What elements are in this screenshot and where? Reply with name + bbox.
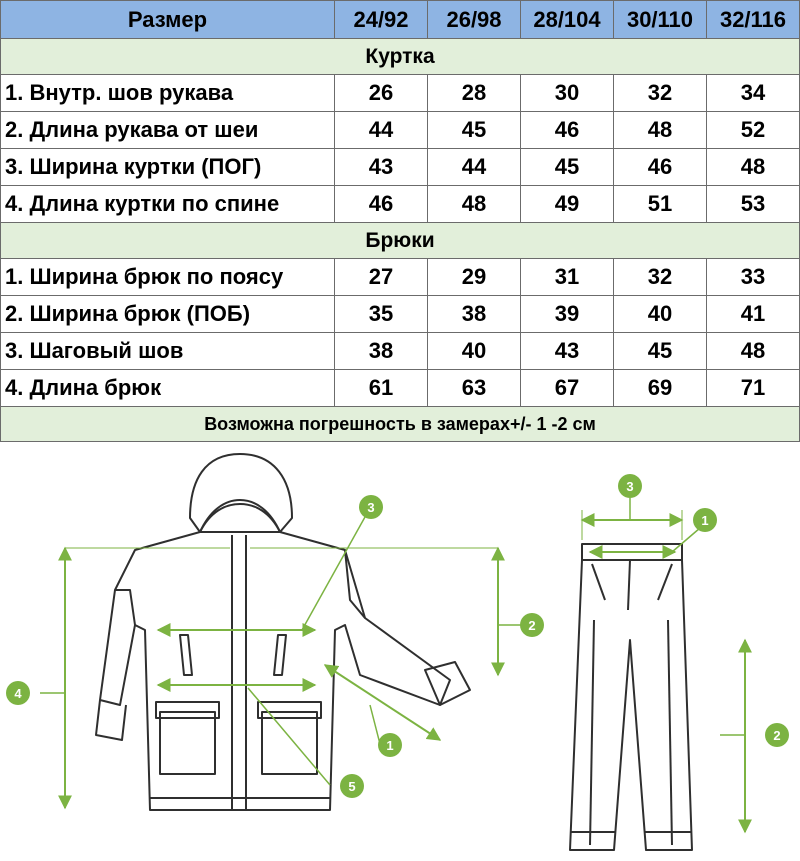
row-value: 38 <box>428 296 521 333</box>
row-value: 53 <box>707 186 800 223</box>
table-row <box>1 370 800 407</box>
jacket-marker-3 <box>359 495 383 519</box>
row-value: 35 <box>335 296 428 333</box>
row-label: 4. Длина куртки по спине <box>1 186 335 223</box>
section-title-jacket: Куртка <box>1 39 800 75</box>
row-value: 31 <box>521 259 614 296</box>
header-size-label: Размер <box>1 1 335 39</box>
header-size-5: 32/116 <box>707 1 800 39</box>
pants-measure-lines <box>582 498 745 832</box>
row-value: 40 <box>614 296 707 333</box>
row-value: 71 <box>707 370 800 407</box>
table-row <box>1 112 800 149</box>
row-value: 45 <box>428 112 521 149</box>
row-label: 2. Ширина брюк (ПОБ) <box>1 296 335 333</box>
pants-fly <box>628 560 630 610</box>
row-label: 1. Ширина брюк по поясу <box>1 259 335 296</box>
pants-front-pocket-right <box>658 564 672 600</box>
svg-text:2: 2 <box>773 728 781 743</box>
pants-marker-2 <box>765 723 789 747</box>
measurement-note: Возможна погрешность в замерах+/- 1 -2 см <box>1 407 800 442</box>
row-value: 40 <box>428 333 521 370</box>
pants-marker-1 <box>693 508 717 532</box>
jacket-lower-pocket-left <box>160 712 215 774</box>
jacket-hood <box>190 454 292 532</box>
row-value: 33 <box>707 259 800 296</box>
row-value: 39 <box>521 296 614 333</box>
pants-marker-3 <box>618 474 642 498</box>
header-row <box>1 1 800 39</box>
row-value: 48 <box>707 333 800 370</box>
row-value: 28 <box>428 75 521 112</box>
row-value: 43 <box>521 333 614 370</box>
row-value: 46 <box>614 149 707 186</box>
pants-body <box>570 560 692 850</box>
row-label: 4. Длина брюк <box>1 370 335 407</box>
row-value: 26 <box>335 75 428 112</box>
row-value: 52 <box>707 112 800 149</box>
jacket-chest-pocket-left <box>180 635 192 675</box>
table-row <box>1 296 800 333</box>
jacket-marker-1 <box>378 733 402 757</box>
row-value: 30 <box>521 75 614 112</box>
row-value: 43 <box>335 149 428 186</box>
row-value: 44 <box>428 149 521 186</box>
svg-text:3: 3 <box>626 479 634 494</box>
row-value: 46 <box>335 186 428 223</box>
jacket-marker-4 <box>6 681 30 705</box>
pants-left-crease <box>590 620 594 845</box>
pants-illustration <box>570 544 692 850</box>
row-value: 49 <box>521 186 614 223</box>
row-label: 3. Шаговый шов <box>1 333 335 370</box>
jacket-illustration <box>96 454 470 810</box>
section-title-pants: Брюки <box>1 223 800 259</box>
row-value: 69 <box>614 370 707 407</box>
pants-right-crease <box>668 620 672 845</box>
svg-text:4: 4 <box>14 686 22 701</box>
row-value: 34 <box>707 75 800 112</box>
row-value: 61 <box>335 370 428 407</box>
pants-front-pocket-left <box>592 564 605 600</box>
section-row-pants <box>1 223 800 259</box>
row-value: 29 <box>428 259 521 296</box>
jacket-marker-2 <box>520 613 544 637</box>
jacket-right-cuff <box>425 662 470 705</box>
svg-text:5: 5 <box>348 779 356 794</box>
table-row <box>1 149 800 186</box>
row-value: 32 <box>614 259 707 296</box>
table-row <box>1 333 800 370</box>
row-value: 51 <box>614 186 707 223</box>
row-value: 63 <box>428 370 521 407</box>
row-value: 45 <box>614 333 707 370</box>
jacket-left-cuff <box>96 700 126 740</box>
note-row <box>1 407 800 442</box>
svg-text:2: 2 <box>528 618 536 633</box>
row-value: 48 <box>428 186 521 223</box>
jacket-hood-inner <box>200 504 280 532</box>
row-value: 45 <box>521 149 614 186</box>
row-label: 3. Ширина куртки (ПОГ) <box>1 149 335 186</box>
row-value: 32 <box>614 75 707 112</box>
row-label: 1. Внутр. шов рукава <box>1 75 335 112</box>
row-value: 67 <box>521 370 614 407</box>
table-row <box>1 259 800 296</box>
jacket-lower-pocket-right <box>262 712 317 774</box>
header-size-1: 24/92 <box>335 1 428 39</box>
section-row-jacket <box>1 39 800 75</box>
row-value: 38 <box>335 333 428 370</box>
row-value: 27 <box>335 259 428 296</box>
header-size-4: 30/110 <box>614 1 707 39</box>
row-label: 2. Длина рукава от шеи <box>1 112 335 149</box>
row-value: 48 <box>707 149 800 186</box>
row-value: 44 <box>335 112 428 149</box>
svg-text:3: 3 <box>367 500 375 515</box>
row-value: 41 <box>707 296 800 333</box>
header-size-3: 28/104 <box>521 1 614 39</box>
row-value: 46 <box>521 112 614 149</box>
pants-markers <box>618 474 789 747</box>
jacket-measure-lines <box>40 508 522 808</box>
measurement-diagram <box>0 440 800 861</box>
jacket-lower-pocket-left-flap <box>156 702 219 718</box>
row-value: 48 <box>614 112 707 149</box>
jacket-chest-pocket-right <box>274 635 286 675</box>
header-size-2: 26/98 <box>428 1 521 39</box>
jacket-marker-5 <box>340 774 364 798</box>
svg-text:1: 1 <box>701 513 709 528</box>
jacket-markers <box>6 495 544 798</box>
table-row <box>1 186 800 223</box>
jacket-left-sleeve-seam <box>115 590 135 625</box>
table-row <box>1 75 800 112</box>
svg-text:1: 1 <box>386 738 394 753</box>
